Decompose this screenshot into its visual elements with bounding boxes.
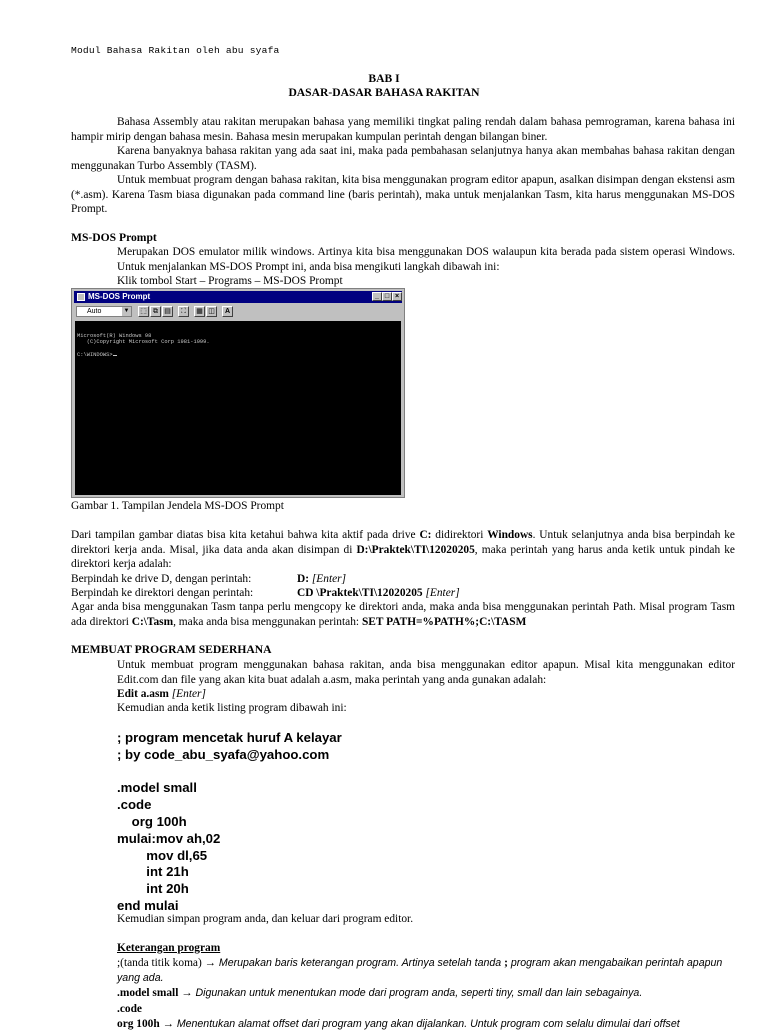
cd-row-label: Berpindah ke direktori dengan perintah:	[71, 587, 254, 599]
msdos-paragraph: Merupakan DOS emulator milik windows. Artinya kita bisa menggunakan DOS walaupun kita berada pada sistem operasi Windows. Untuk menjalankan MS-DOS Prompt ini, anda bisa mengikuti langkah dibawah ini:	[117, 246, 735, 273]
code-line: org 100h	[117, 813, 187, 829]
code-line: ; program mencetak huruf A kelayar	[117, 730, 342, 745]
desc: Merupakan baris keterangan program. Artinya setelah tanda	[218, 957, 505, 969]
code-line: int 20h	[117, 881, 189, 897]
desc: Menentukan alamat offset dari program yang akan dijalankan. Untuk program com selalu dimulai dari offset	[176, 1018, 680, 1030]
properties-icon[interactable]: ▦	[194, 306, 205, 317]
cmd: CD \Praktek\TI\12020205	[297, 587, 423, 599]
msdos-icon	[77, 293, 85, 301]
edit-command	[117, 687, 206, 702]
text: , maka perintah yang harus anda ketik untuk pindah ke direktori kerja adalah:	[71, 543, 735, 571]
paste-icon[interactable]: ▤	[162, 306, 173, 317]
window-title: MS-DOS Prompt	[88, 292, 151, 301]
maximize-button[interactable]: □	[382, 292, 392, 301]
key: [Enter]	[168, 688, 206, 700]
semicolon: ;	[504, 957, 508, 969]
code-blank-line	[117, 764, 342, 781]
code-line: int 21h	[117, 864, 189, 880]
key: [Enter]	[309, 573, 347, 585]
code-line: mulai:mov ah,02	[117, 830, 221, 846]
tasm-dir: C:\Tasm	[131, 615, 174, 628]
copy-icon[interactable]: ⧉	[150, 306, 161, 317]
font-button[interactable]: A	[222, 306, 233, 317]
desc: Digunakan untuk menentukan mode dari program anda, seperti tiny, small dan lain sebagainya.	[195, 987, 643, 999]
text: didirektori	[431, 529, 488, 541]
drive-c: C:	[419, 529, 432, 541]
text: , maka anda bisa menggunakan perintah:	[173, 615, 362, 628]
console-line-1: Microsoft(R) Windows 98	[77, 333, 152, 339]
chapter-number: BAB I	[368, 72, 400, 85]
drive-paragraph	[71, 528, 735, 572]
code-line: .model small	[117, 780, 197, 796]
code-line: ; by code_abu_syafa@yahoo.com	[117, 746, 330, 762]
fullscreen-icon[interactable]: ⛶	[178, 306, 189, 317]
code-line: end mulai	[117, 897, 179, 913]
arrow: →	[178, 987, 196, 999]
text: Dari tampilan gambar diatas bisa kita ketahui bahwa kita aktif pada drive	[71, 529, 420, 541]
font-size-value: Auto	[87, 308, 102, 315]
intro-paragraph-2: Karena banyaknya bahasa rakitan yang ada saat ini, maka pada pembahasan selanjutnya hanya akan membahas bahasa rakitan dengan menggunakan Turbo Assembly (TASM).	[71, 145, 735, 172]
mark-icon[interactable]: ⬚	[138, 306, 149, 317]
cmd: D:	[297, 573, 310, 585]
figure-caption: Gambar 1. Tampilan Jendela MS-DOS Prompt	[71, 500, 284, 512]
console-cursor	[113, 355, 117, 356]
code-line: mov dl,65	[117, 847, 208, 863]
drive-row-label: Berpindah ke drive D, dengan perintah:	[71, 573, 252, 585]
minimize-button[interactable]: _	[372, 292, 382, 301]
keterangan-item-1	[117, 956, 735, 985]
path-paragraph	[71, 600, 735, 629]
msdos-steps: Klik tombol Start – Programs – MS-DOS Prompt	[117, 275, 343, 287]
background-icon[interactable]: ◫	[206, 306, 217, 317]
term: .model small	[117, 987, 179, 999]
keterangan-item-3: .code	[117, 1003, 142, 1015]
path-command: SET PATH=%PATH%;C:\TASM	[361, 615, 527, 628]
keterangan-heading: Keterangan program	[117, 942, 221, 954]
window-toolbar	[74, 305, 402, 319]
console-line-2: (C)Copyright Microsoft Corp 1981-1999.	[77, 339, 210, 346]
close-button[interactable]: ×	[392, 292, 402, 301]
window-titlebar	[74, 291, 402, 303]
cmd: Edit a.asm	[117, 688, 169, 700]
section-heading-program: MEMBUAT PROGRAM SEDERHANA	[71, 643, 272, 656]
intro-paragraph-3: Untuk membuat program dengan bahasa rakitan, kita bisa menggunakan program editor apapun, asalkan disimpan dengan ekstensi asm (*.asm). Karena Tasm biasa digunakan pada command line (baris perintah), maka untuk menjalankan Tasm, kita harus menggunakan MS-DOS Prompt.	[71, 174, 735, 216]
intro-paragraph-1: Bahasa Assembly atau rakitan merupakan bahasa yang memiliki tingkat paling rendah dalam bahasa pemrograman, karena bahasa ini hampir mirip dengan bahasa mesin. Bahasa mesin merupakan kumpulan perintah dengan bilangan biner.	[71, 116, 735, 143]
console-screen[interactable]	[75, 321, 401, 495]
term: ;(tanda titik koma) →	[117, 957, 219, 969]
msdos-window-screenshot	[71, 288, 405, 498]
arrow: →	[159, 1018, 177, 1030]
program-paragraph: Untuk membuat program menggunakan bahasa rakitan, anda bisa menggunakan editor apapun. Misal kita menggunakan editor Edit.com dan file yang akan kita buat adalah a.asm, maka perintah yang anda gunakan adalah:	[117, 659, 735, 686]
console-prompt: C:\WINDOWS>	[77, 352, 113, 359]
chevron-down-icon: ▼	[123, 308, 130, 314]
code-listing	[117, 730, 342, 915]
work-dir-path: D:\Praktek\TI\12020205	[356, 543, 475, 556]
chapter-title: DASAR-DASAR BAHASA RAKITAN	[288, 86, 480, 99]
cd-row-command	[297, 586, 460, 601]
page-header: Modul Bahasa Rakitan oleh abu syafa	[71, 45, 280, 56]
keterangan-item-2	[117, 986, 642, 1001]
save-instruction: Kemudian simpan program anda, dan keluar dari program editor.	[117, 913, 414, 925]
key: [Enter]	[422, 587, 460, 599]
section-heading-msdos: MS-DOS Prompt	[71, 231, 157, 244]
drive-row-command	[297, 572, 346, 587]
desc: program akan mengabaikan perintah apapun yang ada.	[117, 957, 723, 984]
font-size-select[interactable]	[76, 306, 132, 317]
listing-intro: Kemudian anda ketik listing program dibawah ini:	[117, 702, 347, 714]
text: Agar anda bisa menggunakan Tasm tanpa perlu mengcopy ke direktori anda, maka anda bisa menggunakan perintah Path. Misal program Tasm ada direktori	[71, 601, 735, 628]
term: org 100h	[117, 1018, 160, 1030]
keterangan-item-4	[117, 1017, 680, 1032]
text: . Untuk selanjutnya anda bisa berpindah ke direktori kerja anda. Misal, jika data anda akan disimpan di	[71, 529, 735, 556]
windows-dir: Windows	[487, 529, 533, 541]
code-line: .code	[117, 797, 152, 813]
